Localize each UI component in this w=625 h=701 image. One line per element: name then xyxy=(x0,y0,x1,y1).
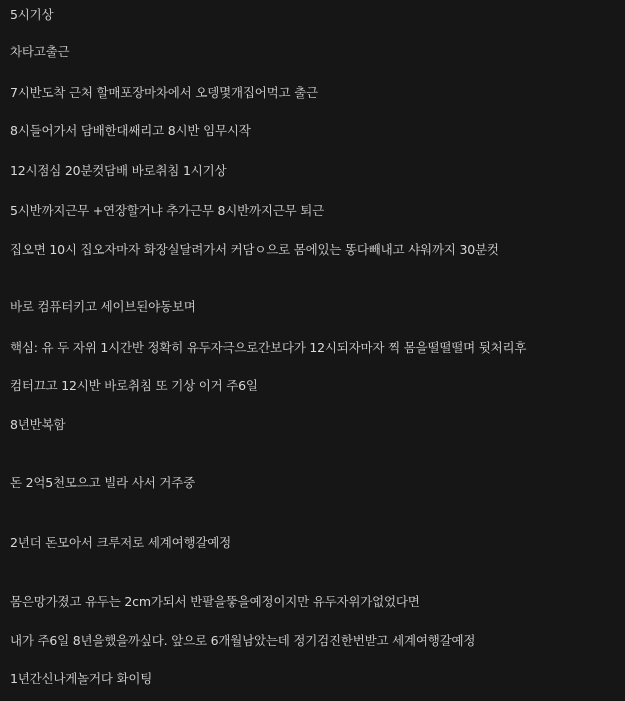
post-line: 집오면 10시 집오자마자 화장실달려가서 커담ㅇ으로 몸에있는 똥다빼내고 샤워까지 30분컷 xyxy=(10,242,499,257)
post-line: 컴터끄고 12시반 바로취침 또 기상 이거 주6일 xyxy=(10,378,258,393)
post-line: 12시점심 20분컷담배 바로취침 1시기상 xyxy=(10,163,227,178)
post-line: 8시들어가서 담배한대쌔리고 8시반 임무시작 xyxy=(10,123,251,138)
post-line: 5시기상 xyxy=(10,7,54,22)
post-line: 1년간신나게놀거다 화이팅 xyxy=(10,671,153,686)
post-line: 2년더 돈모아서 크루저로 세계여행갈예정 xyxy=(10,535,231,550)
post-line: 돈 2억5천모으고 빌라 사서 거주중 xyxy=(10,475,195,490)
post-line: 7시반도착 근처 할매포장마차에서 오뎅몇개집어먹고 출근 xyxy=(10,85,318,100)
post-line: 바로 컴퓨터키고 세이브된야동보며 xyxy=(10,299,196,314)
post-line: 8년반복함 xyxy=(10,417,66,432)
post-line: 핵심: 유 두 자위 1시간반 정확히 유두자극으로간보다가 12시되자마자 찍 몸을떨떨떨며 뒷처리후 xyxy=(10,340,527,355)
post-line: 내가 주6일 8년을했을까싶다. 앞으로 6개월남았는데 정기검진한번받고 세계여행갈예정 xyxy=(10,633,476,648)
post-line: 5시반까지근무 +연장할거냐 추가근무 8시반까지근무 퇴근 xyxy=(10,203,324,218)
post-line: 차타고출근 xyxy=(10,44,70,59)
post-line: 몸은망가졌고 유두는 2cm가되서 반팔을뚷을예정이지만 유두자위가없었다면 xyxy=(10,594,420,609)
